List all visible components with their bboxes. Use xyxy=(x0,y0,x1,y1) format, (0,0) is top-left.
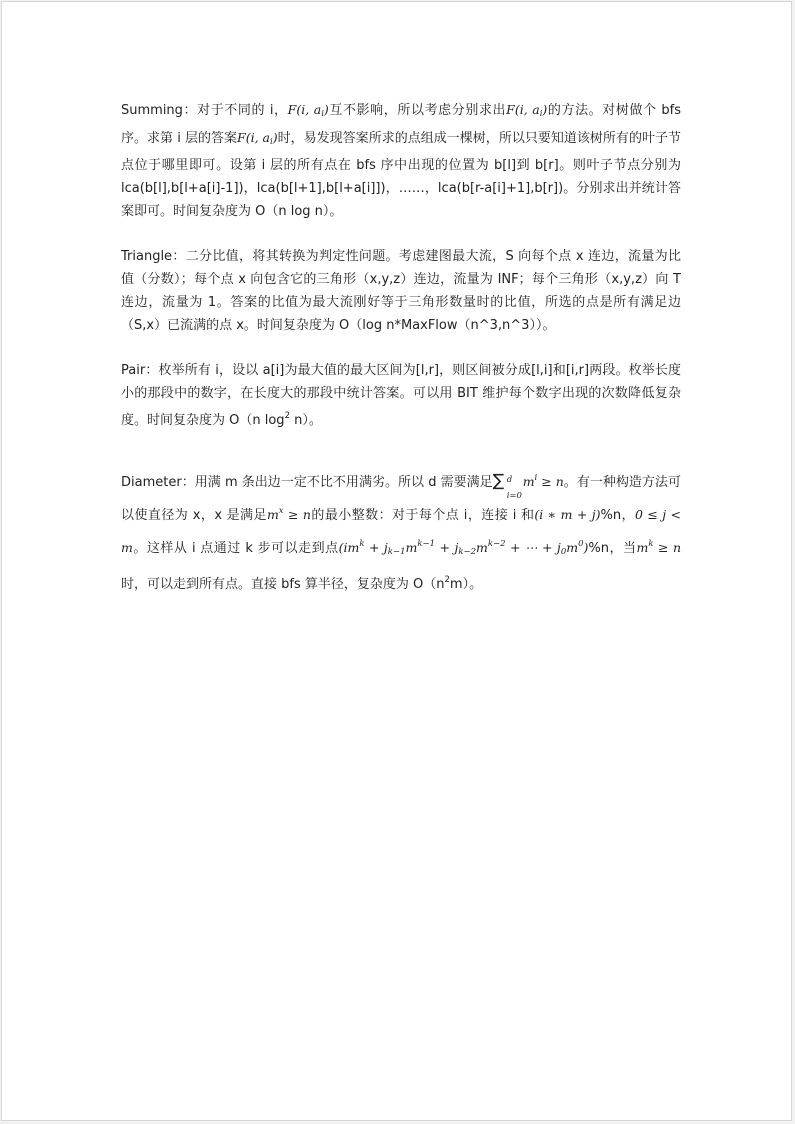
triangle-label: Triangle xyxy=(121,249,173,264)
summing-text-2a: 序。求第 i 层的答案 xyxy=(121,131,238,146)
diameter-formula-sum: $m^i \ge n$ xyxy=(522,473,564,489)
paragraph-pair xyxy=(121,359,681,432)
paragraph-triangle xyxy=(121,245,681,337)
diameter-text-1: ：用满 m 条出边一定不比不用满劣。所以 d 需要满足 xyxy=(181,475,493,490)
diameter-text-5: 。这样从 i 点通过 k 步可以走到点 xyxy=(132,541,339,556)
summing-formula-f1: F(i, $a_i$) xyxy=(287,102,329,119)
summing-formula-f2: F(i, $a_i$) xyxy=(506,102,548,119)
diameter-label: Diameter xyxy=(121,475,182,490)
diameter-formula-mk: $m^k \ge n$ xyxy=(636,539,682,555)
diameter-text-2: 。有一种构造方法可以使直径为 x，x 是满足 xyxy=(121,475,681,523)
diameter-formula-path: ($im^k + j_{k-1}m^{k-1} + j_{k-2}m^{k-2}$ + ⋯ + $j_0m^0$) xyxy=(338,539,589,557)
pair-label: Pair xyxy=(121,363,146,378)
pair-text-a: ：枚举所有 i，设以 a[i]为最大值的最大区间为[l,r]，则区间被分成[l,i]和[i,r]两段。枚举长度小的那段中的数字，在长度大的那段中统计答案。可以用 BIT 维护每个数字出现的次数降低复杂度。时间复杂度为 O（n log xyxy=(121,363,681,428)
summing-text-1c: 的方法。对树做个 bfs xyxy=(547,103,681,118)
paragraph-summing xyxy=(121,98,681,223)
document-page xyxy=(1,1,792,1121)
diameter-formula-j-range: 0 ≤ j < m xyxy=(121,507,682,555)
diameter-text-3: 的最小整数：对于每个点 i，连接 i 和 xyxy=(310,508,535,523)
summing-text-2b: 时，易发现答案所求的点组成一棵树，所以只要知道该树所有的叶子节点位于哪里即可。设第 i 层的所有点在 bfs 序中出现的位置为 b[l]到 b[r]。则叶子节点分别为 lca(b[l],b[l+a[i]-1])，lca(b[l+1],b[l+a[i]])，……，lca(b[r-a[i]+1],b[r])。分别求出并统计答案即可。时间复杂度为 O（n log n）。 xyxy=(121,131,681,219)
triangle-text: ：二分比值，将其转换为判定性问题。考虑建图最大流，S 向每个点 x 连边，流量为比值（分数）；每个点 x 向包含它的三角形（x,y,z）连边，流量为 INF；每个三角形（x,y,z）向 T 连边，流量为 1。答案的比值为最大流刚好等于三角形数量时的比值，所选的点是所有满足边（S,x）已流满的点 x。时间复杂度为 O（log n*MaxFlow（n^3,n^3））。 xyxy=(121,249,681,333)
diameter-superscript: 2 xyxy=(444,575,450,585)
document-body xyxy=(121,98,681,599)
paragraph-diameter xyxy=(121,464,681,599)
diameter-formula-mx: $m^x \ge n$ xyxy=(266,506,311,522)
diameter-text-4: %n， xyxy=(600,508,635,523)
summing-formula-f3: F(i, $a_i$) xyxy=(237,130,278,147)
summing-text-1a: ：对于不同的 i， xyxy=(182,103,288,118)
summing-label: Summing xyxy=(121,103,183,118)
summation-symbol: ∑ d i=0 xyxy=(492,471,522,501)
pair-text-b: n）。 xyxy=(289,413,322,428)
summing-text-1b: 互不影响，所以考虑分别求出 xyxy=(328,103,507,118)
diameter-formula-edge: (i ∗ m + j) xyxy=(534,507,601,522)
diameter-text-8: m）。 xyxy=(449,577,483,592)
diameter-text-7: 时，可以走到所有点。直接 bfs 算半径，复杂度为 O（n xyxy=(121,577,445,592)
pair-superscript: 2 xyxy=(284,411,290,421)
diameter-text-6: %n，当 xyxy=(588,541,637,556)
